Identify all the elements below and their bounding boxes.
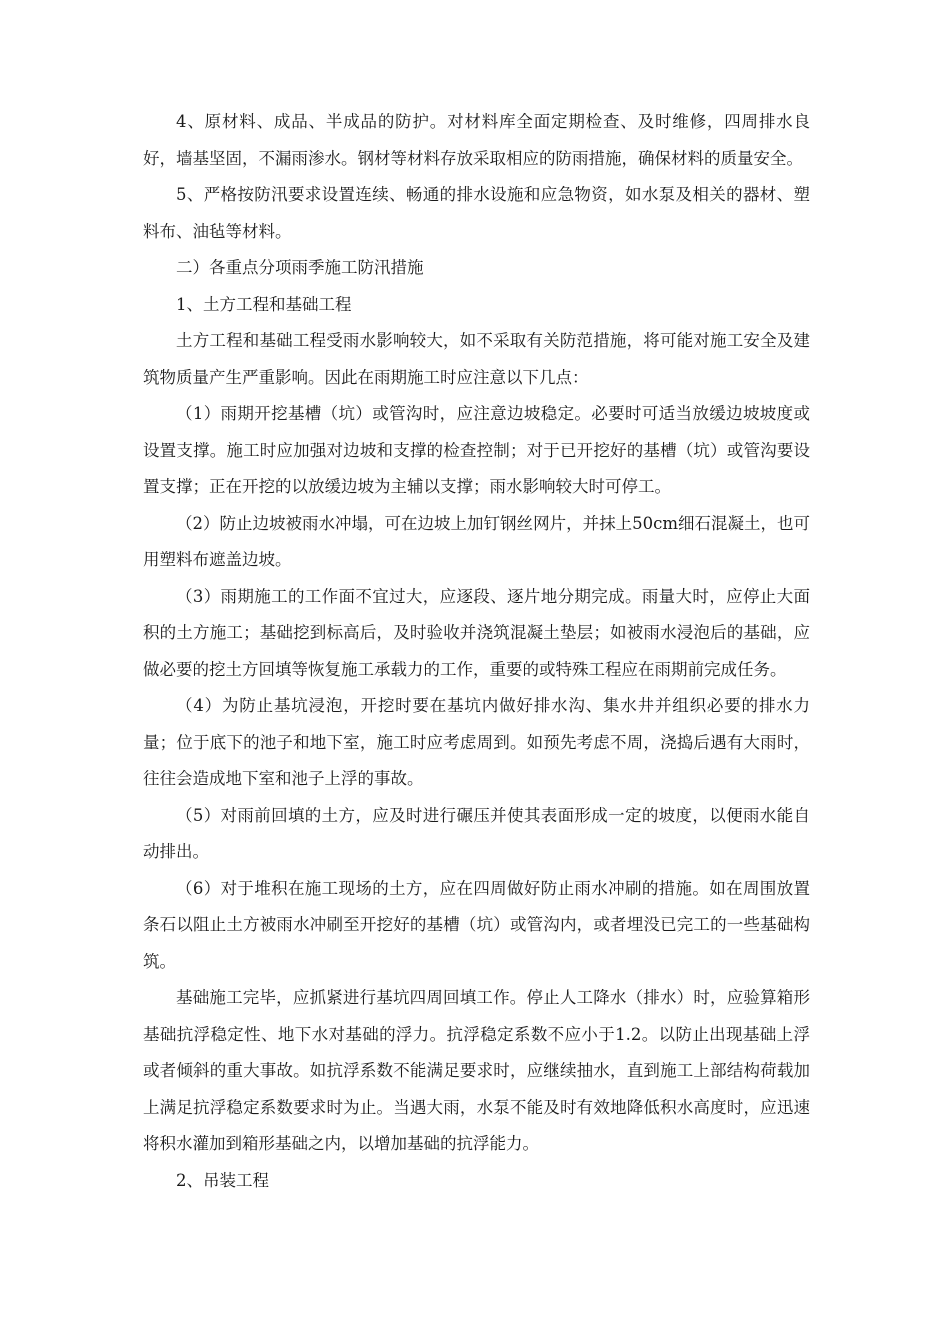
list-item-2: （2）防止边坡被雨水冲塌，可在边坡上加钉钢丝网片，并抹上50cm细石混凝土，也可用塑料布遮盖边坡。 <box>143 513 810 569</box>
subsection-heading-hoisting: 2、吊装工程 <box>176 1170 269 1190</box>
list-item-3: （3）雨期施工的工作面不宜过大，应逐段、逐片地分期完成。雨量大时，应停止大面积的土方施工；基础挖到标高后，及时验收并浇筑混凝土垫层；如被雨水浸泡后的基础，应做必要的挖土方回填等恢复施工承载力的工作，重要的或特殊工程应在雨期前完成任务。 <box>143 586 810 679</box>
list-item-5: （5）对雨前回填的土方，应及时进行碾压并使其表面形成一定的坡度，以便雨水能自动排出。 <box>143 805 810 861</box>
section-heading-flood-measures: 二）各重点分项雨季施工防汛措施 <box>176 258 424 277</box>
paragraph-material-protection: 4、原材料、成品、半成品的防护。对材料库全面定期检查、及时维修，四周排水良好，墙基坚固，不漏雨渗水。钢材等材料存放采取相应的防雨措施，确保材料的质量安全。 <box>143 112 810 168</box>
paragraph-earthwork-intro: 土方工程和基础工程受雨水影响较大，如不采取有关防范措施，将可能对施工安全及建筑物质量产生严重影响。因此在雨期施工时应注意以下几点： <box>143 331 810 387</box>
document-body <box>143 104 810 1199</box>
paragraph-backfill-buoyancy: 基础施工完毕，应抓紧进行基坑四周回填工作。停止人工降水（排水）时，应验算箱形基础抗浮稳定性、地下水对基础的浮力。抗浮稳定系数不应小于1.2。以防止出现基础上浮或者倾斜的重大事故。如抗浮系数不能满足要求时，应继续抽水，直到施工上部结构荷载加上满足抗浮稳定系数要求时为止。当遇大雨，水泵不能及时有效地降低积水高度时，应迅速将积水灌加到箱形基础之内，以增加基础的抗浮能力。 <box>143 988 810 1153</box>
subsection-heading-earthwork: 1、土方工程和基础工程 <box>176 294 352 314</box>
list-item-4: （4）为防止基坑浸泡，开挖时要在基坑内做好排水沟、集水井并组织必要的排水力量；位于底下的池子和地下室，施工时应考虑周到。如预先考虑不周，浇捣后遇有大雨时，往往会造成地下室和池子上浮的事故。 <box>143 696 810 788</box>
list-item-6: （6）对于堆积在施工现场的土方，应在四周做好防止雨水冲刷的措施。如在周围放置条石以阻止土方被雨水冲刷至开挖好的基槽（坑）或管沟内，或者埋没已完工的一些基础构筑。 <box>143 878 810 971</box>
paragraph-drainage-facilities: 5、严格按防汛要求设置连续、畅通的排水设施和应急物资，如水泵及相关的器材、塑料布、油毡等材料。 <box>143 185 810 241</box>
list-item-1: （1）雨期开挖基槽（坑）或管沟时，应注意边坡稳定。必要时可适当放缓边坡坡度或设置支撑。施工时应加强对边坡和支撑的检查控制；对于已开挖好的基槽（坑）或管沟要设置支撑；正在开挖的以放缓边坡为主辅以支撑；雨水影响较大时可停工。 <box>143 404 810 496</box>
